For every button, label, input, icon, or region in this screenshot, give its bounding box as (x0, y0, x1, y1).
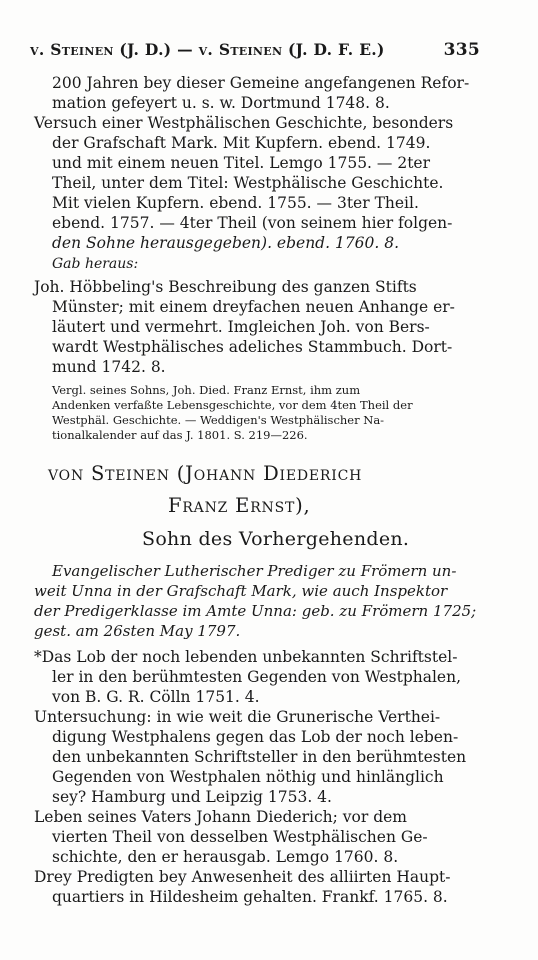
work-line: von B. G. R. Cölln 1751. 4. (52, 688, 260, 706)
note-line: Westphäl. Geschichte. — Weddigen's Westphälischer Na- (52, 413, 385, 427)
work-line: ler in den berühmtesten Gegenden von Westphalen, (52, 668, 462, 686)
work-line: schichte, den er herausgab. Lemgo 1760. 8. (52, 848, 399, 866)
text-line: 200 Jahren bey dieser Gemeine angefangenen Refor- (52, 74, 470, 92)
text-line: den Sohne herausgegeben). ebend. 1760. 8. (52, 234, 400, 252)
text-line: Versuch einer Westphälischen Geschichte, besonders (34, 114, 454, 132)
note-line: Vergl. seines Sohns, Joh. Died. Franz Ernst, ihm zum (52, 383, 361, 397)
entry-subtitle: Sohn des Vorhergehenden. (142, 528, 410, 550)
text-line: der Grafschaft Mark. Mit Kupfern. ebend. 1749. (52, 134, 431, 152)
work-line: den unbekannten Schriftsteller in den berühmtesten (52, 748, 467, 766)
bio-line: gest. am 26sten May 1797. (34, 622, 241, 640)
work-line: sey? Hamburg und Leipzig 1753. 4. (52, 788, 332, 806)
text-line: Münster; mit einem dreyfachen neuen Anhange er- (52, 298, 455, 316)
entry-heading-line1: von Steinen (Johann Diederich (48, 462, 363, 485)
running-head (30, 40, 480, 62)
gab-heraus-label: Gab heraus: (52, 256, 139, 272)
work-line: Leben seines Vaters Johann Diederich; vor dem (34, 808, 408, 826)
work-line: Gegenden von Westphalen nöthig und hinlänglich (52, 768, 444, 786)
work-line: digung Westphalens gegen das Lob der noch leben- (52, 728, 459, 746)
page-number: 335 (443, 40, 480, 60)
work-line: *Das Lob der noch lebenden unbekannten Schriftstel- (34, 648, 458, 666)
work-line: Untersuchung: in wie weit die Grunerische Verthei- (34, 708, 441, 726)
text-line: und mit einem neuen Titel. Lemgo 1755. — 2ter (52, 154, 431, 172)
work-line: quartiers in Hildesheim gehalten. Frankf. 1765. 8. (52, 888, 448, 906)
entry-heading-line2: Franz Ernst), (168, 494, 311, 517)
text-line: wardt Westphälisches adeliches Stammbuch. Dort- (52, 338, 453, 356)
text-line: Joh. Höbbeling's Beschreibung des ganzen Stifts (34, 278, 417, 296)
bio-line: der Predigerklasse im Amte Unna: geb. zu Frömern 1725; (34, 602, 477, 620)
running-head-text: v. Steinen (J. D.) — v. Steinen (J. D. F. E.) (30, 40, 385, 59)
note-line: tionalkalender auf das J. 1801. S. 219—226. (52, 428, 308, 442)
note-line: Andenken verfaßte Lebensgeschichte, vor dem 4ten Theil der (52, 398, 413, 412)
work-line: Drey Predigten bey Anwesenheit des alliirten Haupt- (34, 868, 451, 886)
bio-line: weit Unna in der Grafschaft Mark, wie auch Inspektor (34, 582, 448, 600)
text-line: Mit vielen Kupfern. ebend. 1755. — 3ter Theil. (52, 194, 419, 212)
text-line: mation gefeyert u. s. w. Dortmund 1748. 8. (52, 94, 390, 112)
bio-line: Evangelischer Lutherischer Prediger zu Frömern un- (52, 562, 457, 580)
text-line: Theil, unter dem Titel: Westphälische Geschichte. (52, 174, 444, 192)
text-line: mund 1742. 8. (52, 358, 166, 376)
work-line: vierten Theil von desselben Westphälischen Ge- (52, 828, 428, 846)
text-line: läutert und vermehrt. Imgleichen Joh. von Bers- (52, 318, 430, 336)
text-line: ebend. 1757. — 4ter Theil (von seinem hier folgen- (52, 214, 453, 232)
